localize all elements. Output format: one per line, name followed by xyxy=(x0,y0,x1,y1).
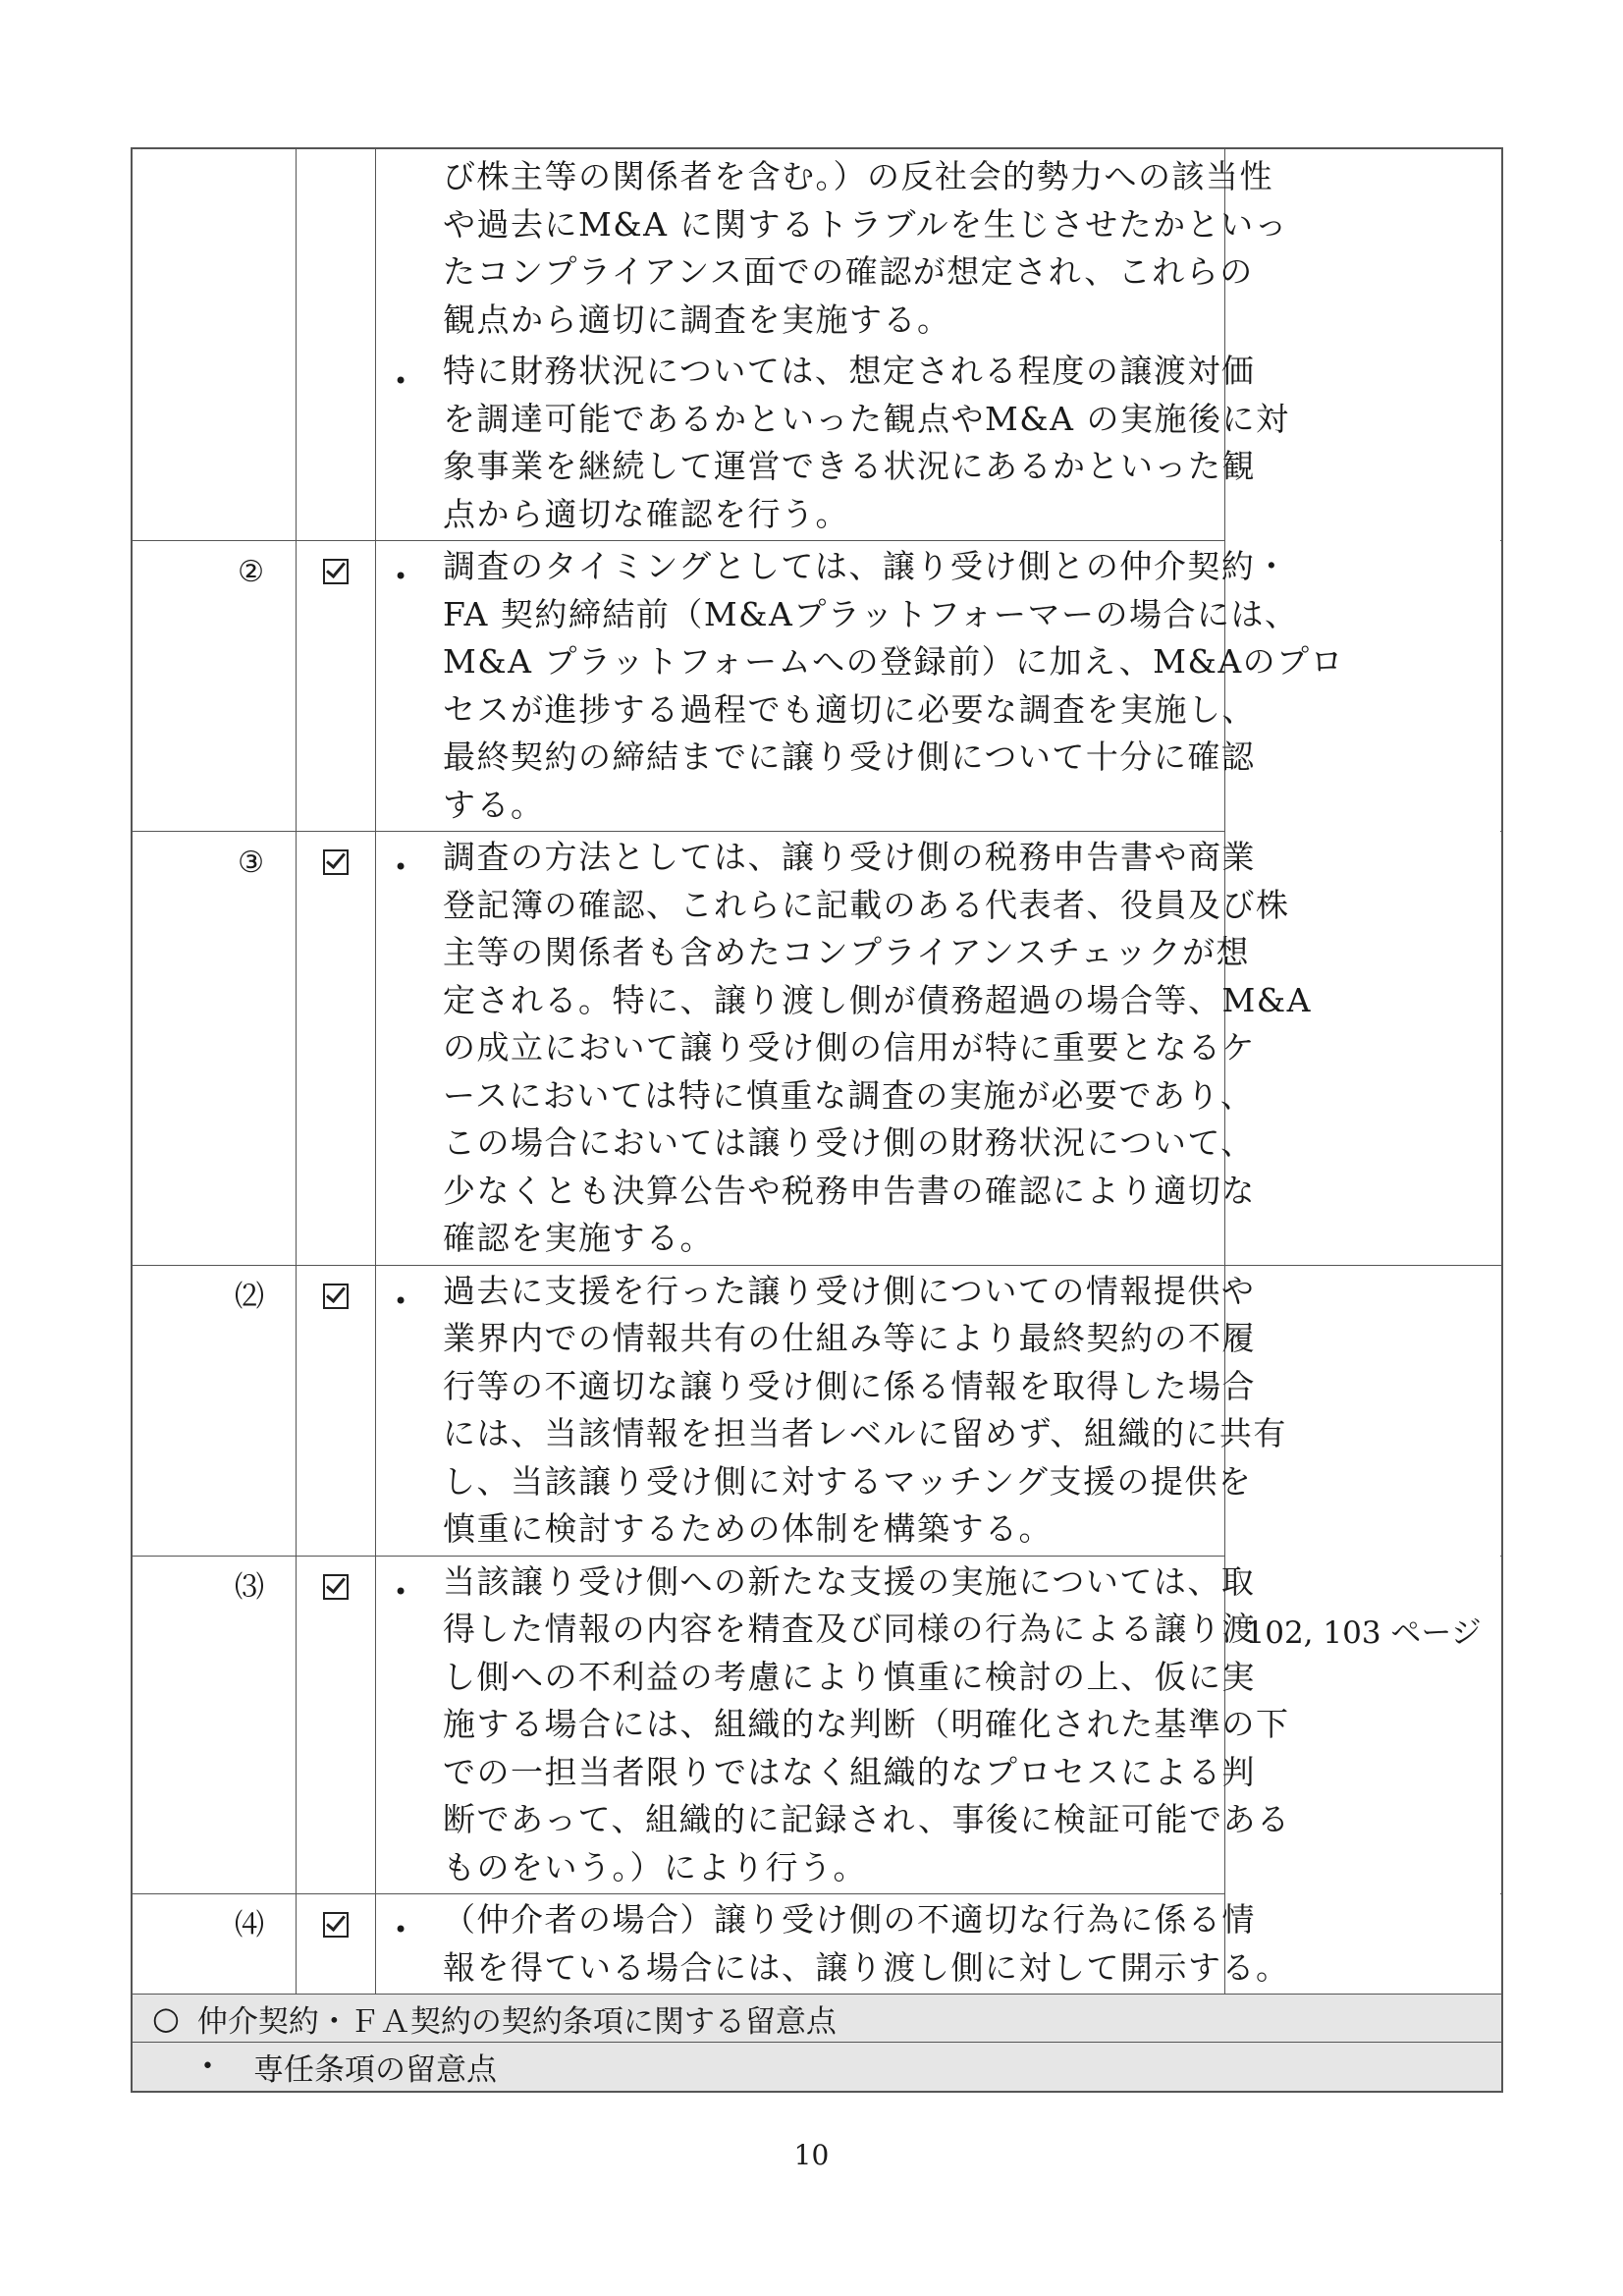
item-number xyxy=(133,149,297,346)
page-reference: 102, 103 ページ xyxy=(1245,1614,1482,1651)
checkbox-checked-icon[interactable] xyxy=(323,849,349,875)
check-cell xyxy=(297,346,376,540)
section-header-text: 仲介契約・ＦＡ契約の契約条項に関する留意点 xyxy=(196,2003,837,2040)
merged-cell-filler xyxy=(1225,1892,1500,1895)
text-line: 過去に支援を行った譲り受け側についての情報提供や xyxy=(443,1271,1256,1310)
table-row xyxy=(133,149,1501,346)
text-line: 観点から適切に調査を実施する。 xyxy=(443,300,951,339)
checklist-table xyxy=(131,147,1503,2093)
item-text xyxy=(376,541,1345,831)
checkbox-checked-icon[interactable] xyxy=(323,1912,349,1938)
table-row xyxy=(133,541,1501,832)
text-line: ものをいう。）により行う。 xyxy=(443,1847,867,1886)
item-number: ③ xyxy=(133,832,297,1265)
text-line: 行等の不適切な譲り受け側に係る情報を取得した場合 xyxy=(443,1366,1256,1405)
merged-cell-filler xyxy=(1225,1555,1500,1558)
text-line: の成立において譲り受け側の信用が特に重要となるケ xyxy=(443,1028,1256,1066)
bullet-icon: • xyxy=(394,1286,408,1315)
item-text xyxy=(376,1894,1290,1994)
sub-header-text: 専任条項の留意点 xyxy=(252,2052,497,2088)
check-cell xyxy=(297,1894,376,1994)
checkbox-checked-icon[interactable] xyxy=(323,1284,349,1309)
item-text xyxy=(376,346,1290,540)
text-line: し、当該譲り受け側に対するマッチング支援の提供を xyxy=(443,1461,1253,1501)
item-number: ⑷ xyxy=(133,1894,297,1994)
text-line: FA 契約締結前（M&Aプラットフォーマーの場合には、 xyxy=(443,594,1299,633)
text-line: この場合においては譲り受け側の財務状況について、 xyxy=(443,1123,1255,1162)
text-line: し側への不利益の考慮により慎重に検討の上、仮に実 xyxy=(443,1657,1256,1696)
text-line: 慎重に検討するための体制を構築する。 xyxy=(443,1509,1053,1548)
item-text xyxy=(376,1266,1287,1556)
section-header xyxy=(133,1995,1501,2043)
item-text xyxy=(376,832,1312,1265)
text-line: 点から適切な確認を行う。 xyxy=(443,494,849,533)
bullet-icon: • xyxy=(394,367,408,395)
circle-icon: ○ xyxy=(152,1999,180,2037)
merged-cell-filler xyxy=(1225,830,1500,833)
check-cell xyxy=(297,832,376,1265)
text-line: や過去にM&A に関するトラブルを生じさせたかといっ xyxy=(443,204,1289,244)
text-line: 確認を実施する。 xyxy=(443,1219,714,1257)
text-line: 施する場合には、組織的な判断（明確化された基準の下 xyxy=(443,1705,1290,1743)
text-line: び株主等の関係者を含む。）の反社会的勢力への該当性 xyxy=(443,157,1273,195)
text-line: 象事業を継続して運営できる状況にあるかといった観 xyxy=(443,447,1256,485)
text-line: 特に財務状況については、想定される程度の譲渡対価 xyxy=(443,352,1256,390)
checkbox-checked-icon[interactable] xyxy=(323,1574,349,1600)
check-cell xyxy=(297,1266,376,1556)
page-number: 10 xyxy=(793,2139,830,2171)
text-line: 登記簿の確認、これらに記載のある代表者、役員及び株 xyxy=(443,885,1290,924)
text-line: 得した情報の内容を精査及び同様の行為による譲り渡 xyxy=(443,1610,1256,1648)
check-cell xyxy=(297,1557,376,1894)
text-line: 主等の関係者も含めたコンプライアンスチェックが想 xyxy=(443,933,1251,971)
text-line: セスが進捗する過程でも適切に必要な調査を実施し、 xyxy=(443,689,1256,729)
item-number: ⑶ xyxy=(133,1557,297,1894)
merged-cell-filler xyxy=(1225,345,1500,348)
text-line: 当該譲り受け側への新たな支援の実施については、取 xyxy=(443,1561,1256,1601)
table-row xyxy=(133,1894,1501,1995)
checkbox-checked-icon[interactable] xyxy=(323,559,349,584)
check-cell xyxy=(297,149,376,346)
text-line: 断であって、組織的に記録され、事後に検証可能である xyxy=(443,1800,1291,1838)
bullet-icon: • xyxy=(394,853,408,881)
table-row xyxy=(133,832,1501,1266)
item-number: ⑵ xyxy=(133,1266,297,1556)
text-line: 最終契約の締結までに譲り受け側について十分に確認 xyxy=(443,738,1256,776)
text-line: を調達可能であるかといった観点やM&A の実施後に対 xyxy=(443,399,1290,438)
item-number: ② xyxy=(133,541,297,831)
check-cell xyxy=(297,541,376,831)
bullet-icon: • xyxy=(394,1916,408,1943)
text-line: 定される。特に、譲り渡し側が債務超過の場合等、M&A xyxy=(443,980,1312,1019)
sub-header xyxy=(133,2043,1501,2091)
item-text xyxy=(376,1557,1291,1894)
table-row xyxy=(133,1266,1501,1557)
text-line: 業界内での情報共有の仕組み等により最終契約の不履 xyxy=(443,1319,1256,1357)
bullet-icon: • xyxy=(394,1577,408,1606)
text-line: には、当該情報を担当者レベルに留めず、組織的に共有 xyxy=(443,1414,1287,1452)
item-number xyxy=(133,346,297,540)
text-line: たコンプライアンス面での確認が想定され、これらの xyxy=(443,252,1254,291)
text-line: 少なくとも決算公告や税務申告書の確認により適切な xyxy=(443,1171,1256,1210)
text-line: 報を得ている場合には、譲り渡し側に対して開示する。 xyxy=(443,1947,1290,1987)
item-text xyxy=(376,149,1289,346)
bullet-icon: • xyxy=(394,563,408,590)
text-line: M&A プラットフォームへの登録前）に加え、M&Aのプロ xyxy=(443,642,1345,681)
reference-cell xyxy=(1225,346,1501,540)
merged-cell-filler xyxy=(1225,539,1500,542)
reference-cell xyxy=(1225,1266,1501,1556)
text-line: する。 xyxy=(443,785,545,824)
text-line: ースにおいては特に慎重な調査の実施が必要であり、 xyxy=(443,1075,1255,1115)
bullet-icon: • xyxy=(201,2054,214,2079)
table-row xyxy=(133,346,1501,541)
text-line: （仲介者の場合）譲り受け側の不適切な行為に係る情 xyxy=(443,1900,1256,1939)
text-line: 調査の方法としては、譲り受け側の税務申告書や商業 xyxy=(443,838,1256,876)
text-line: での一担当者限りではなく組織的なプロセスによる判 xyxy=(443,1752,1256,1791)
text-line: 調査のタイミングとしては、譲り受け側との仲介契約・ xyxy=(443,547,1289,585)
